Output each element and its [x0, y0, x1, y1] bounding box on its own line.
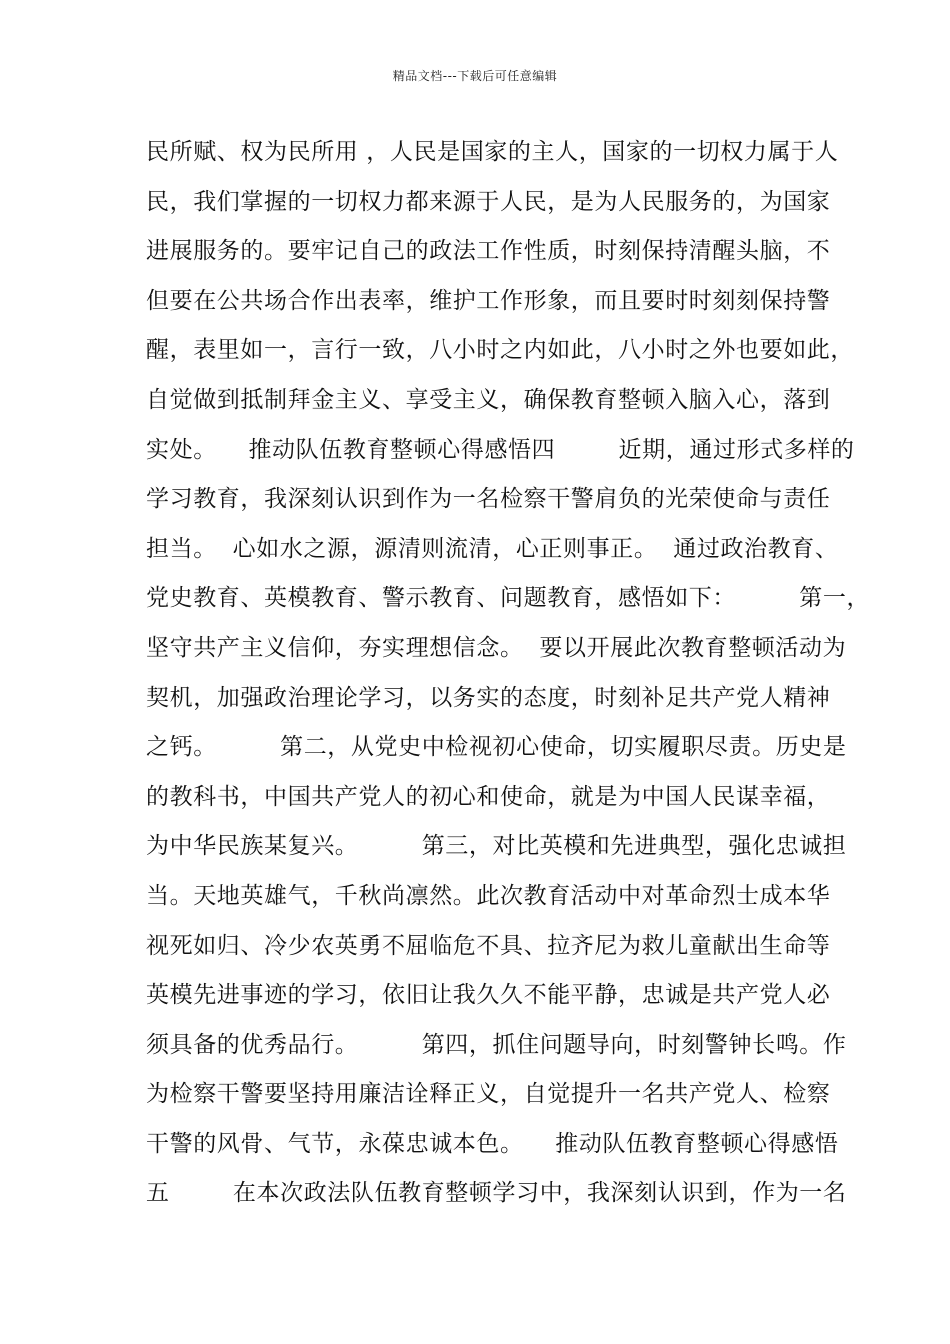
text-line: 自觉做到抵制拜金主义、享受主义，确保教育整顿入脑入心，落到	[146, 386, 831, 413]
text-line: 英模先进事迹的学习，依旧让我久久不能平静，忠诚是共产党人必	[146, 982, 831, 1009]
text-line: 之钙。 第二，从党史中检视初心使命，切实履职尽责。历史是	[146, 734, 847, 761]
text-line: 学习教育，我深刻认识到作为一名检察干警肩负的光荣使命与责任	[146, 486, 831, 513]
text-line: 实处。 推动队伍教育整顿心得感悟四 近期，通过形式多样的	[146, 436, 855, 463]
text-line: 须具备的优秀品行。 第四，抓住问题导向，时刻警钟长鸣。作	[146, 1031, 847, 1058]
page-header: 精品文档---下载后可任意编辑	[392, 69, 558, 83]
body-text	[146, 133, 871, 1224]
text-line: 契机，加强政治理论学习，以务实的态度，时刻补足共产党人精神	[146, 684, 831, 711]
text-line: 担当。 心如水之源，源清则流清，心正则事正。 通过政治教育、	[146, 535, 839, 562]
text-line: 民所赋、权为民所用 ，人民是国家的主人，国家的一切权力属于人	[146, 139, 839, 165]
text-line: 当。天地英雄气，千秋尚凛然。此次教育活动中对革命烈士成本华	[146, 882, 831, 909]
text-line: 干警的风骨、气节，永葆忠诚本色。 推动队伍教育整顿心得感悟	[146, 1130, 839, 1157]
text-line: 为中华民族某复兴。 第三，对比英模和先进典型，强化忠诚担	[146, 833, 847, 860]
text-line: 视死如归、冷少农英勇不屈临危不具、拉齐尼为救儿童献出生命等	[146, 932, 831, 959]
text-line: 五 在本次政法队伍教育整顿学习中，我深刻认识到，作为一名	[146, 1180, 847, 1207]
text-line: 党史教育、英模教育、警示教育、问题教育，感悟如下： 第一，	[146, 585, 871, 612]
text-line: 坚守共产主义信仰，夯实理想信念。 要以开展此次教育整顿活动为	[146, 634, 847, 661]
text-line: 进展服务的。要牢记自己的政法工作性质，时刻保持清醒头脑，不	[146, 238, 831, 265]
text-line: 为检察干警要坚持用廉洁诠释正义，自觉提升一名共产党人、检察	[146, 1081, 831, 1108]
text-line: 的教科书，中国共产党人的初心和使命，就是为中国人民谋幸福，	[146, 783, 831, 810]
text-line: 民，我们掌握的一切权力都来源于人民，是为人民服务的，为国家	[146, 188, 831, 215]
text-line: 但要在公共场合作出表率，维护工作形象，而且要时时刻刻保持警	[146, 287, 831, 314]
text-line: 醒，表里如一，言行一致，八小时之内如此，八小时之外也要如此，	[146, 337, 854, 364]
